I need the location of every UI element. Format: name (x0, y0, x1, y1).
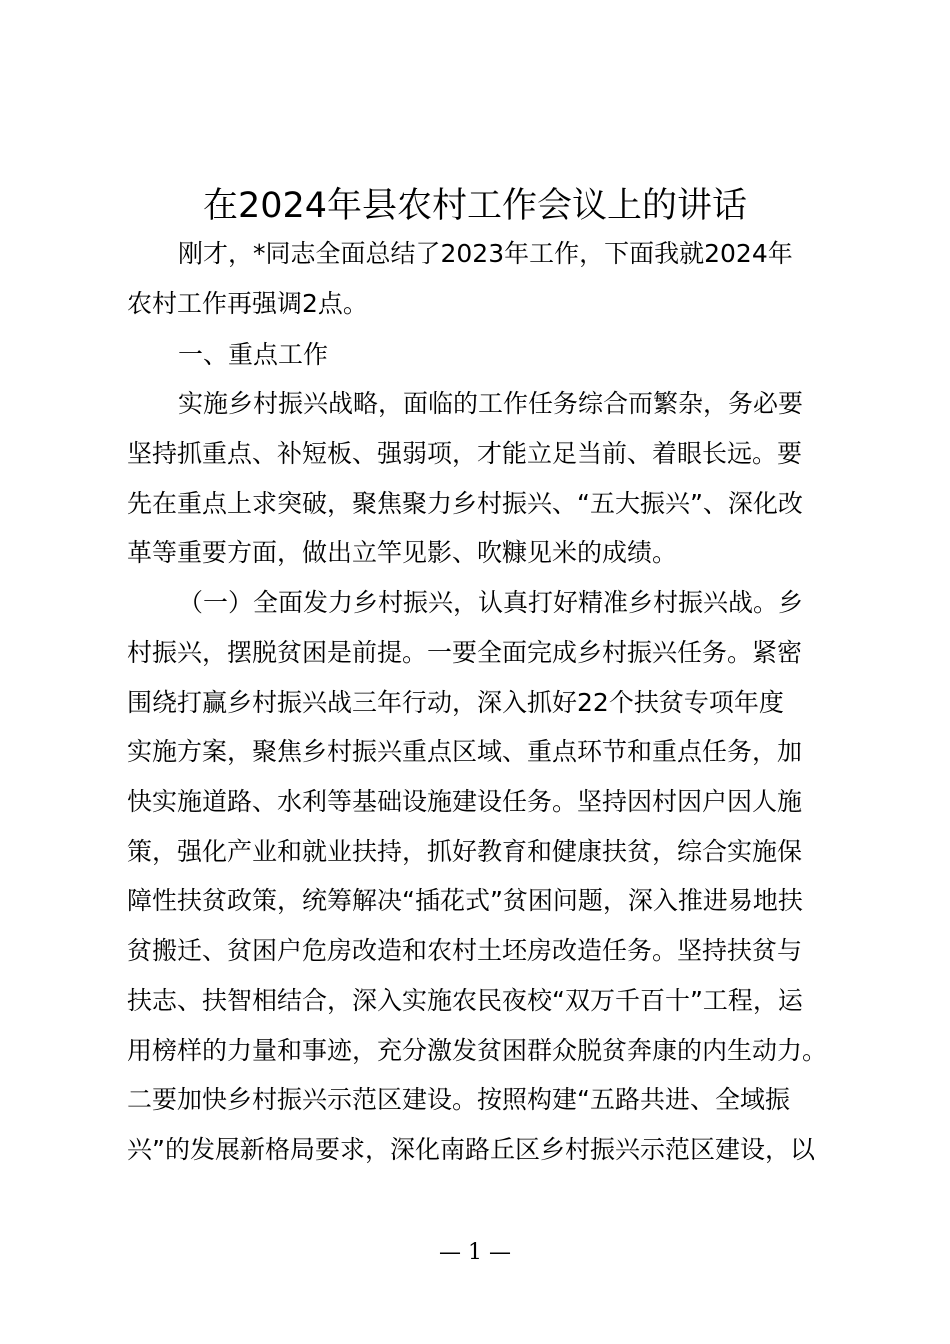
document-title: 在2024年县农村工作会议上的讲话 (202, 186, 748, 226)
subsection-heading: （一）全面发力乡村振兴，认真打好精准乡村振兴战。乡 (178, 588, 804, 617)
paragraph-line: 实施乡村振兴战略，面临的工作任务综合而繁杂，务必要 (178, 389, 804, 418)
paragraph-line: 围绕打赢乡村振兴战三年行动，深入抓好22个扶贫专项年度 (127, 688, 784, 717)
paragraph-line: 用榜样的力量和事迹，充分激发贫困群众脱贫奔康的内生动力。 (127, 1036, 828, 1065)
paragraph-line: 障性扶贫政策，统筹解决“插花式”贫困问题，深入推进易地扶 (127, 886, 803, 915)
paragraph-line: 村振兴，摆脱贫困是前提。一要全面完成乡村振兴任务。紧密 (127, 638, 803, 667)
paragraph-line: 贫搬迁、贫困户危房改造和农村土坯房改造任务。坚持扶贫与 (127, 936, 803, 965)
section-heading: 一、重点工作 (178, 340, 329, 369)
paragraph-line: 快实施道路、水利等基础设施建设任务。坚持因村因户因人施 (127, 787, 803, 816)
paragraph-line: 扶志、扶智相结合，深入实施农民夜校“双万千百十”工程，运 (127, 986, 803, 1015)
paragraph-line: 实施方案，聚焦乡村振兴重点区域、重点环节和重点任务，加 (127, 737, 803, 766)
paragraph-line: 刚才，*同志全面总结了2023年工作，下面我就2024年 (178, 239, 793, 268)
paragraph-line: 策，强化产业和就业扶持，抓好教育和健康扶贫，综合实施保 (127, 837, 803, 866)
paragraph-line: 兴”的发展新格局要求，深化南路丘区乡村振兴示范区建设，以 (127, 1135, 815, 1164)
paragraph-line: 革等重要方面，做出立竿见影、吹糠见米的成绩。 (127, 538, 678, 567)
paragraph-line: 坚持抓重点、补短板、强弱项，才能立足当前、着眼长远。要 (127, 439, 803, 468)
paragraph-line: 二要加快乡村振兴示范区建设。按照构建“五路共进、全域振 (127, 1085, 790, 1114)
paragraph-line: 农村工作再强调2点。 (127, 289, 368, 318)
paragraph-line: 先在重点上求突破，聚焦聚力乡村振兴、“五大振兴”、深化改 (127, 489, 803, 518)
page-number: — 1 — (439, 1240, 511, 1265)
